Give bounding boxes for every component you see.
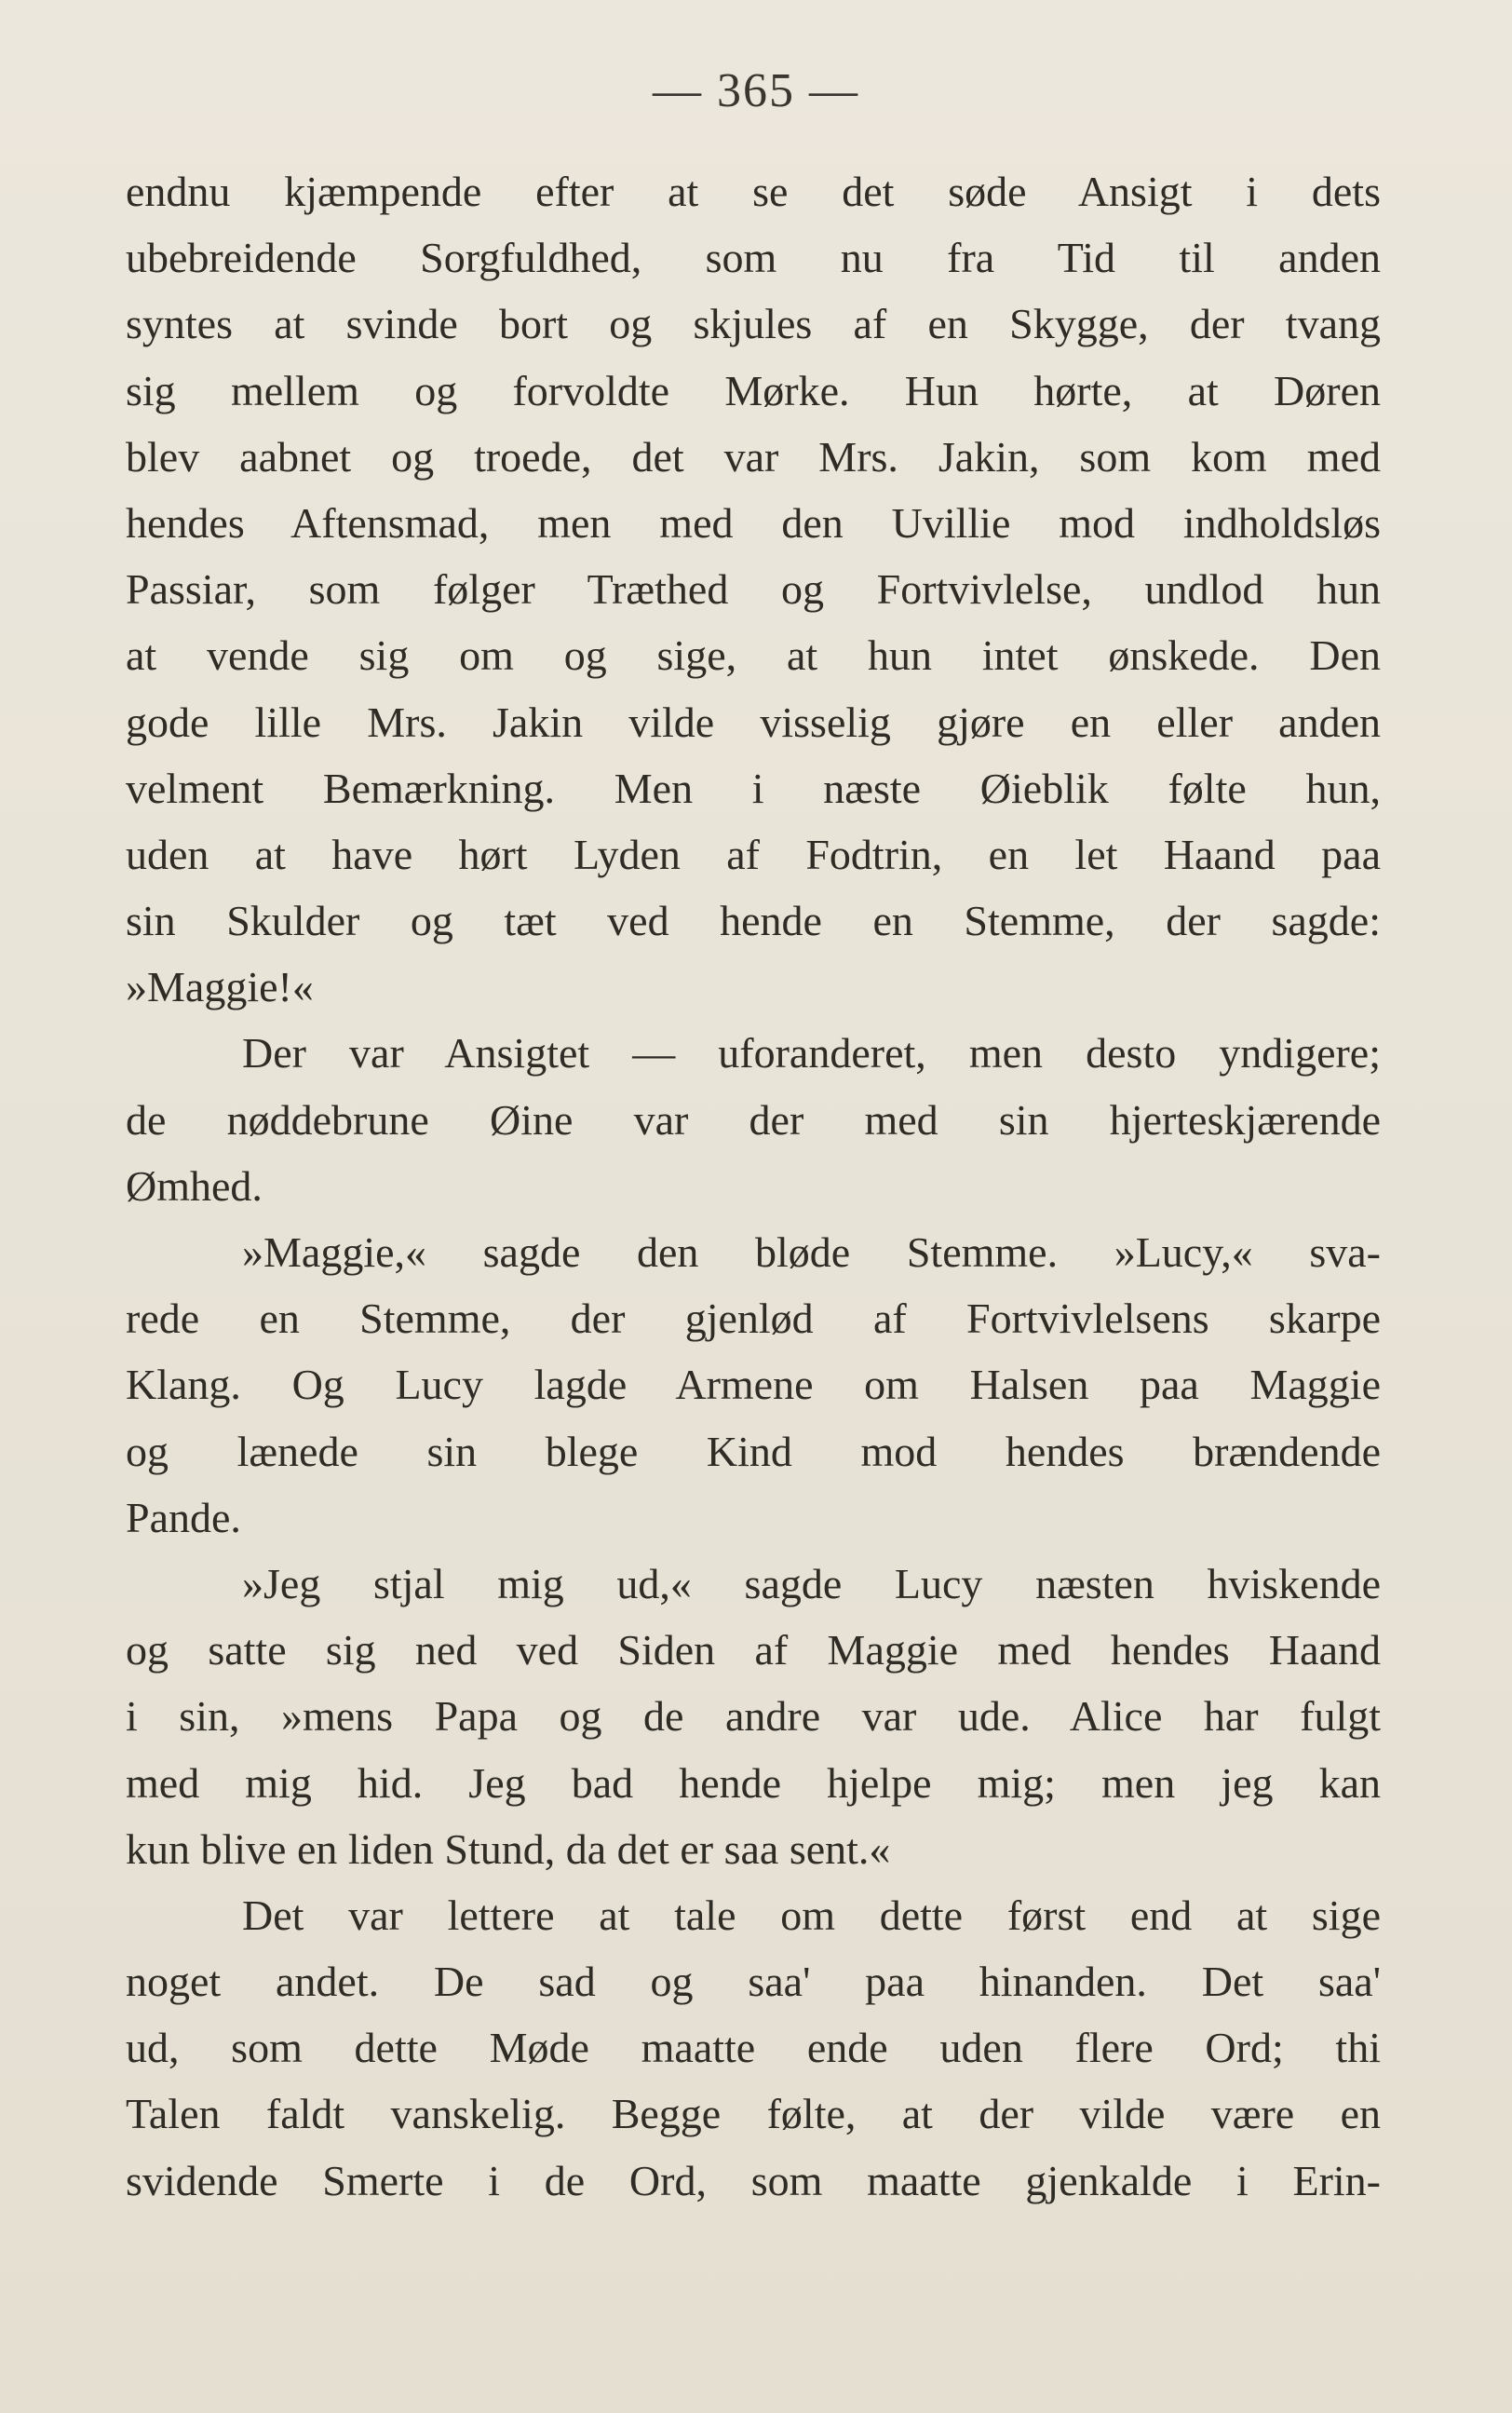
text-line: rede en Stemme, der gjenlød af Fortvivlelsens skarpe: [126, 1295, 1381, 1343]
text-line: »Jeg stjal mig ud,« sagde Lucy næsten hviskende: [242, 1559, 1381, 1607]
text-line: de nøddebrune Øine var der med sin hjerteskjærende: [126, 1095, 1381, 1144]
text-line: Der var Ansigtet — uforanderet, men desto yndigere;: [242, 1029, 1381, 1078]
text-line: og lænede sin blege Kind mod hendes brændende: [126, 1427, 1381, 1475]
page-number: — 365 —: [653, 64, 859, 117]
text-line: Det var lettere at tale om dette først end at sige: [242, 1891, 1381, 1939]
text-line: at vende sig om og sige, at hun intet ønskede. Den: [126, 631, 1381, 680]
text-line: hendes Aftensmad, men med den Uvillie mod indholdsløs: [126, 498, 1381, 547]
text-line: endnu kjæmpende efter at se det søde Ansigt i dets: [126, 168, 1381, 215]
text-line: svidende Smerte i de Ord, som maatte gjenkalde i Erin-: [126, 2156, 1381, 2204]
text-line: ubebreidende Sorgfuldhed, som nu fra Tid til anden: [126, 234, 1381, 282]
text-line: med mig hid. Jeg bad hende hjelpe mig; men jeg kan: [126, 1758, 1381, 1807]
text-line: kun blive en liden Stund, da det er saa sent.«: [126, 1824, 891, 1873]
text-line: Talen faldt vanskelig. Begge følte, at der vilde være en: [126, 2090, 1381, 2138]
text-line: Pande.: [126, 1493, 241, 1541]
text-line: Passiar, som følger Træthed og Fortvivlelse, undlod hun: [126, 565, 1381, 614]
text-line: blev aabnet og troede, det var Mrs. Jakin, som kom med: [126, 432, 1381, 481]
text-line: velment Bemærkning. Men i næste Øieblik følte hun,: [126, 764, 1381, 812]
text-line: uden at have hørt Lyden af Fodtrin, en let Haand paa: [126, 830, 1381, 878]
text-line: »Maggie,« sagde den bløde Stemme. »Lucy,« sva-: [242, 1228, 1381, 1276]
text-line: ud, som dette Møde maatte ende uden flere Ord; thi: [126, 2024, 1381, 2072]
text-line: gode lille Mrs. Jakin vilde visselig gjøre en eller anden: [126, 698, 1381, 746]
text-line: sig mellem og forvoldte Mørke. Hun hørte, at Døren: [126, 366, 1381, 414]
text-line: i sin, »mens Papa og de andre var ude. Alice har fulgt: [126, 1692, 1381, 1741]
text-line: »Maggie!«: [126, 963, 314, 1011]
text-line: Ømhed.: [126, 1161, 263, 1210]
body-text: [126, 158, 1381, 2214]
text-line: syntes at svinde bort og skjules af en Skygge, der tvang: [126, 300, 1381, 348]
text-line: og satte sig ned ved Siden af Maggie med hendes Haand: [126, 1626, 1381, 1674]
text-line: Klang. Og Lucy lagde Armene om Halsen paa Maggie: [126, 1361, 1381, 1409]
text-line: sin Skulder og tæt ved hende en Stemme, der sagde:: [126, 897, 1381, 945]
text-line: noget andet. De sad og saa' paa hinanden. Det saa': [126, 1958, 1381, 2006]
